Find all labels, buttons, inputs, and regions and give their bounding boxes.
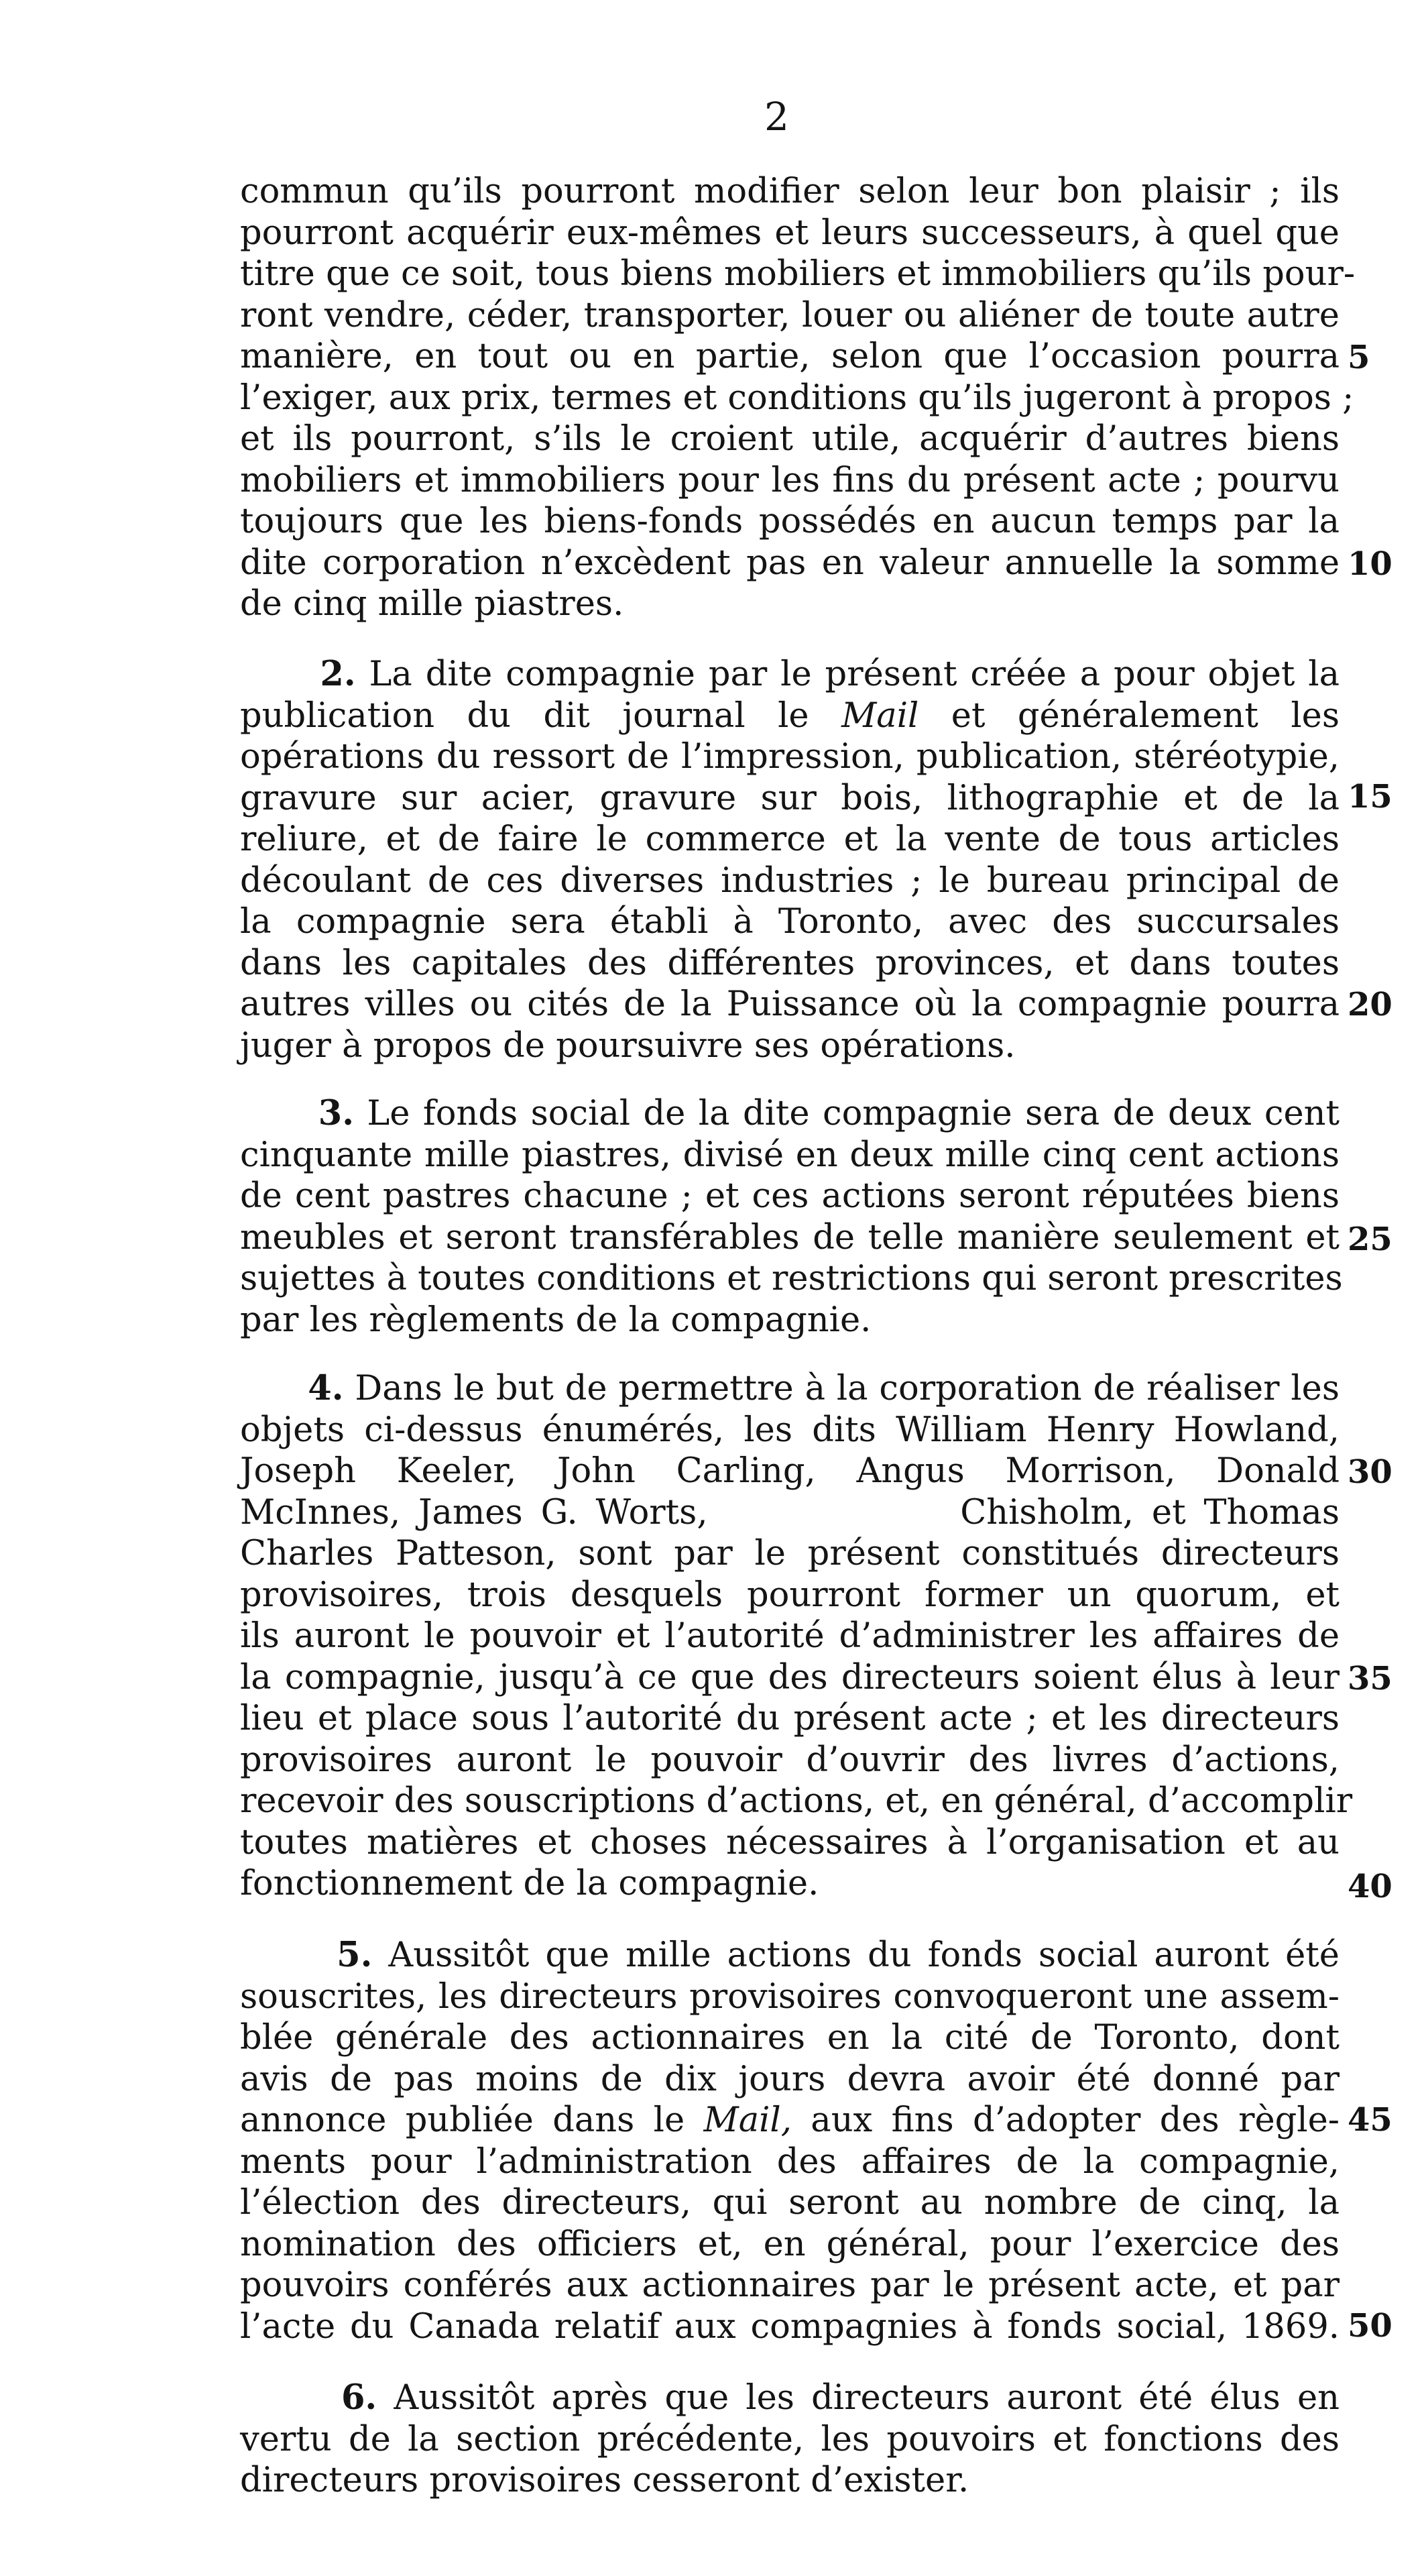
section-number: 5. [337, 1935, 373, 1975]
text-line: directeurs provisoires cesseront d’exister. [240, 2461, 969, 2500]
text-line: opérations du ressort de l’impression, publication, stéréotypie, [240, 737, 1340, 777]
text-line: ments pour l’administration des affaires de la compagnie, [240, 2141, 1340, 2182]
margin-line-number: 15 [1348, 778, 1392, 816]
text-line: juger à propos de poursuivre ses opérations. [240, 1025, 1016, 1066]
text-line: la compagnie sera établi à Toronto, avec des succursales [240, 902, 1340, 942]
text-line: fonctionnement de la compagnie. [240, 1864, 819, 1903]
text-line: gravure sur acier, gravure sur bois, lithographie et de la [240, 778, 1340, 818]
journal-name: Mail, [703, 2101, 792, 2140]
text-line: provisoires auront le pouvoir d’ouvrir des livres d’actions, [240, 1740, 1340, 1780]
margin-line-number: 20 [1348, 986, 1392, 1023]
text-line: annonce publiée dans le Mail, aux fins d’adopter des règle- [240, 2101, 1340, 2140]
margin-line-number: 5 [1348, 339, 1370, 376]
text-line: l’exiger, aux prix, termes et conditions qu’ils jugeront à propos ; [240, 378, 1354, 418]
section-number: 2. [320, 654, 356, 694]
text-line: toutes matières et choses nécessaires à l’organisation et au [240, 1822, 1340, 1862]
text-line: cinquante mille piastres, divisé en deux mille cinq cent actions [240, 1135, 1340, 1175]
text-line: nomination des officiers et, en général, pour l’exercice des [240, 2224, 1340, 2264]
margin-line-number: 10 [1348, 545, 1392, 583]
text-line: l’acte du Canada relatif aux compagnies à fonds social, 1869. [240, 2306, 1340, 2347]
text-line: avis de pas moins de dix jours devra avoir été donné par [240, 2059, 1340, 2099]
paragraph-5 [240, 1935, 1340, 2347]
margin-line-number: 50 [1348, 2307, 1392, 2345]
text-line: 3. Le fonds social de la dite compagnie sera de deux cent [318, 1093, 1340, 1133]
text-line: par les règlements de la compagnie. [240, 1300, 872, 1340]
text-line: découlant de ces diverses industries ; le bureau principal de [240, 860, 1340, 901]
text-line: souscrites, les directeurs provisoires convoqueront une assem- [240, 1976, 1340, 2017]
text-line: publication du dit journal le Mail et généralement les [240, 695, 1340, 736]
text-line: sujettes à toutes conditions et restrictions qui seront prescrites [240, 1259, 1343, 1298]
text-line: de cinq mille piastres. [240, 584, 624, 624]
text-line: et ils pourront, s’ils le croient utile, acquérir d’autres biens [240, 419, 1340, 459]
text-line: de cent pastres chacune ; et ces actions seront réputées biens [240, 1176, 1340, 1216]
paragraph-4 [240, 1368, 1353, 1905]
text-line: dans les capitales des différentes provinces, et dans toutes [240, 943, 1340, 983]
text-line: lieu et place sous l’autorité du présent acte ; et les directeurs [240, 1699, 1340, 1738]
text-line: dite corporation n’excèdent pas en valeur annuelle la somme [240, 543, 1340, 583]
text-line: pouvoirs conférés aux actionnaires par le présent acte, et par [240, 2265, 1340, 2305]
margin-line-number: 35 [1348, 1660, 1392, 1697]
text-line: Charles Patteson, sont par le présent constitués directeurs [240, 1534, 1340, 1573]
margin-line-number: 30 [1348, 1453, 1392, 1491]
text-line: 4. Dans le but de permettre à la corporation de réaliser les [308, 1368, 1340, 1408]
text-line: recevoir des souscriptions d’actions, et, en général, d’accomplir [240, 1781, 1353, 1821]
section-number: 3. [318, 1093, 354, 1133]
margin-line-number: 25 [1348, 1221, 1392, 1258]
text-line: manière, en tout ou en partie, selon que l’occasion pourra [240, 337, 1340, 376]
text-line: la compagnie, jusqu’à ce que des directeurs soient élus à leur [240, 1657, 1340, 1697]
text-line: l’élection des directeurs, qui seront au nombre de cinq, la [240, 2183, 1340, 2223]
text-line: Joseph Keeler, John Carling, Angus Morrison, Donald [240, 1451, 1340, 1491]
text-line: pourront acquérir eux-mêmes et leurs successeurs, à quel que [240, 213, 1340, 253]
text-line: reliure, et de faire le commerce et la vente de tous articles [240, 820, 1340, 859]
text-line: toujours que les biens-fonds possédés en aucun temps par la [240, 502, 1340, 541]
paragraph-2 [240, 654, 1340, 1066]
text-line: ils auront le pouvoir et l’autorité d’administrer les affaires de [240, 1616, 1340, 1656]
section-number: 6. [341, 2377, 377, 2418]
paragraph-1 [240, 171, 1356, 625]
paragraph-6 [240, 2377, 1340, 2502]
text-line: objets ci-dessus énumérés, les dits William Henry Howland, [240, 1410, 1340, 1450]
text-line: commun qu’ils pourront modifier selon leur bon plaisir ; ils [240, 172, 1340, 211]
text-line: meubles et seront transférables de telle manière seulement et [240, 1217, 1340, 1257]
text-line: provisoires, trois desquels pourront former un quorum, et [240, 1575, 1340, 1615]
text-line: 2. La dite compagnie par le présent créée a pour objet la [320, 654, 1340, 694]
page-number: 2 [764, 94, 789, 139]
journal-name: Mail [841, 695, 919, 736]
text-line: 5. Aussitôt que mille actions du fonds social auront été [337, 1935, 1340, 1975]
text-line: 6. Aussitôt après que les directeurs auront été élus en [341, 2377, 1340, 2418]
section-number: 4. [308, 1368, 344, 1408]
margin-line-number: 45 [1348, 2101, 1392, 2139]
text-line: McInnes, James G. Worts, Chisholm, et Thomas [240, 1492, 1340, 1532]
text-line: titre que ce soit, tous biens mobiliers et immobiliers qu’ils pour- [240, 254, 1356, 294]
text-line: autres villes ou cités de la Puissance où la compagnie pourra [240, 985, 1340, 1024]
text-line: blée générale des actionnaires en la cité de Toronto, dont [240, 2018, 1340, 2058]
text-line: vertu de la section précédente, les pouvoirs et fonctions des [240, 2419, 1340, 2459]
paragraph-3 [240, 1093, 1343, 1341]
text-line: mobiliers et immobiliers pour les fins du présent acte ; pourvu [240, 460, 1340, 500]
margin-line-number: 40 [1348, 1868, 1392, 1905]
text-line: ront vendre, céder, transporter, louer ou aliéner de toute autre [240, 295, 1340, 335]
